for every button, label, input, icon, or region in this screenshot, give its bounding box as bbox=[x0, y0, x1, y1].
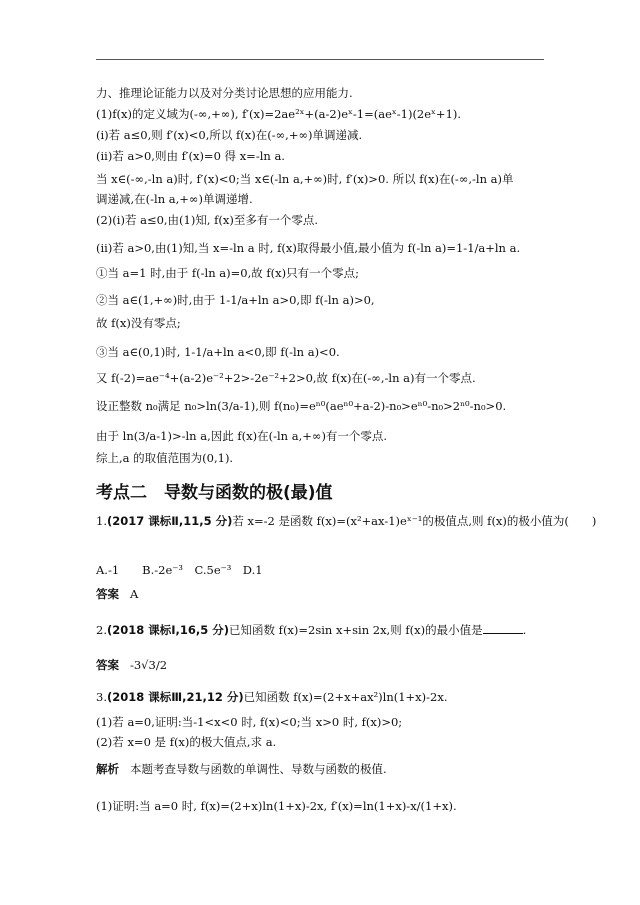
answer-label: 答案 bbox=[96, 658, 119, 672]
question-source: (2018 课标Ⅲ,21,12 分) bbox=[106, 690, 244, 704]
text-line: 由于 ln(3/a-1)>-ln a,因此 f(x)在(-ln a,+∞)有一个零点. bbox=[96, 429, 388, 443]
text-line: 调递减,在(-ln a,+∞)单调递增. bbox=[96, 192, 253, 206]
question-2-answer bbox=[96, 658, 167, 673]
question-number: 1. bbox=[96, 514, 107, 528]
analysis-text: 本题考查导数与函数的单调性、导数与函数的极值. bbox=[129, 762, 387, 776]
text-line: 当 x∈(-∞,-ln a)时, f′(x)<0;当 x∈(-ln a,+∞)时, f′(x)>0. 所以 f(x)在(-∞,-ln a)单 bbox=[96, 172, 514, 186]
question-text: 若 x=-2 是函数 f(x)=(x²+ax-1)eˣ⁻¹的极值点,则 f(x)的极小值为( ) bbox=[232, 514, 597, 528]
question-source: (2018 课标Ⅰ,16,5 分) bbox=[106, 623, 230, 637]
question-2 bbox=[96, 623, 526, 638]
question-3 bbox=[96, 690, 447, 705]
question-text: 已知函数 f(x)=(2+x+ax²)ln(1+x)-2x. bbox=[243, 690, 448, 704]
text-line: (i)若 a≤0,则 f′(x)<0,所以 f(x)在(-∞,+∞)单调递减. bbox=[96, 128, 363, 142]
text-line: 故 f(x)没有零点; bbox=[96, 316, 181, 330]
question-number: 2. bbox=[96, 623, 107, 637]
answer-value: -3√3/2 bbox=[129, 658, 168, 672]
text-line: (ii)若 a>0,则由 f′(x)=0 得 x=-ln a. bbox=[96, 149, 285, 163]
question-1 bbox=[96, 514, 596, 529]
answer-label: 答案 bbox=[96, 587, 119, 601]
question-number: 3. bbox=[96, 690, 107, 704]
section-heading: 考点二 导数与函数的极(最)值 bbox=[96, 483, 333, 503]
question-text: 已知函数 f(x)=2sin x+sin 2x,则 f(x)的最小值是 bbox=[229, 623, 483, 637]
text-line: 设正整数 n₀满足 n₀>ln(3/a-1),则 f(n₀)=eⁿ⁰(aeⁿ⁰+a-2)-n₀>eⁿ⁰-n₀>2ⁿ⁰-n₀>0. bbox=[96, 399, 507, 413]
question-source: (2017 课标Ⅱ,11,5 分) bbox=[106, 514, 233, 528]
question-3-analysis bbox=[96, 762, 387, 777]
text-line: 力、推理论证能力以及对分类讨论思想的应用能力. bbox=[96, 86, 353, 100]
text-line: ②当 a∈(1,+∞)时,由于 1-1/a+ln a>0,即 f(-ln a)>0, bbox=[96, 293, 375, 307]
question-1-answer bbox=[96, 587, 138, 602]
answer-blank bbox=[483, 623, 523, 634]
question-3-proof: (1)证明:当 a=0 时, f(x)=(2+x)ln(1+x)-2x, f′(x)=ln(1+x)-x/(1+x). bbox=[96, 799, 457, 813]
text-line: (1)f(x)的定义域为(-∞,+∞), f′(x)=2ae²ˣ+(a-2)eˣ-1=(aeˣ-1)(2eˣ+1). bbox=[96, 107, 462, 121]
analysis-label: 解析 bbox=[96, 762, 119, 776]
text-line: 又 f(-2)=ae⁻⁴+(a-2)e⁻²+2>-2e⁻²+2>0,故 f(x)在(-∞,-ln a)有一个零点. bbox=[96, 371, 476, 385]
question-text-end: . bbox=[522, 623, 527, 637]
text-line: ③当 a∈(0,1)时, 1-1/a+ln a<0,即 f(-ln a)<0. bbox=[96, 345, 340, 359]
question-3-part-1: (1)若 a=0,证明:当-1<x<0 时, f(x)<0;当 x>0 时, f(x)>0; bbox=[96, 715, 403, 729]
answer-value: A bbox=[129, 587, 139, 601]
header-rule bbox=[96, 59, 544, 60]
text-line: (ii)若 a>0,由(1)知,当 x=-ln a 时, f(x)取得最小值,最小值为 f(-ln a)=1-1/a+ln a. bbox=[96, 241, 521, 255]
question-3-part-2: (2)若 x=0 是 f(x)的极大值点,求 a. bbox=[96, 735, 277, 749]
question-1-options: A.-1 B.-2e⁻³ C.5e⁻³ D.1 bbox=[96, 563, 263, 577]
text-line: (2)(i)若 a≤0,由(1)知, f(x)至多有一个零点. bbox=[96, 213, 319, 227]
text-line: ①当 a=1 时,由于 f(-ln a)=0,故 f(x)只有一个零点; bbox=[96, 266, 359, 280]
text-line: 综上,a 的取值范围为(0,1). bbox=[96, 451, 234, 465]
